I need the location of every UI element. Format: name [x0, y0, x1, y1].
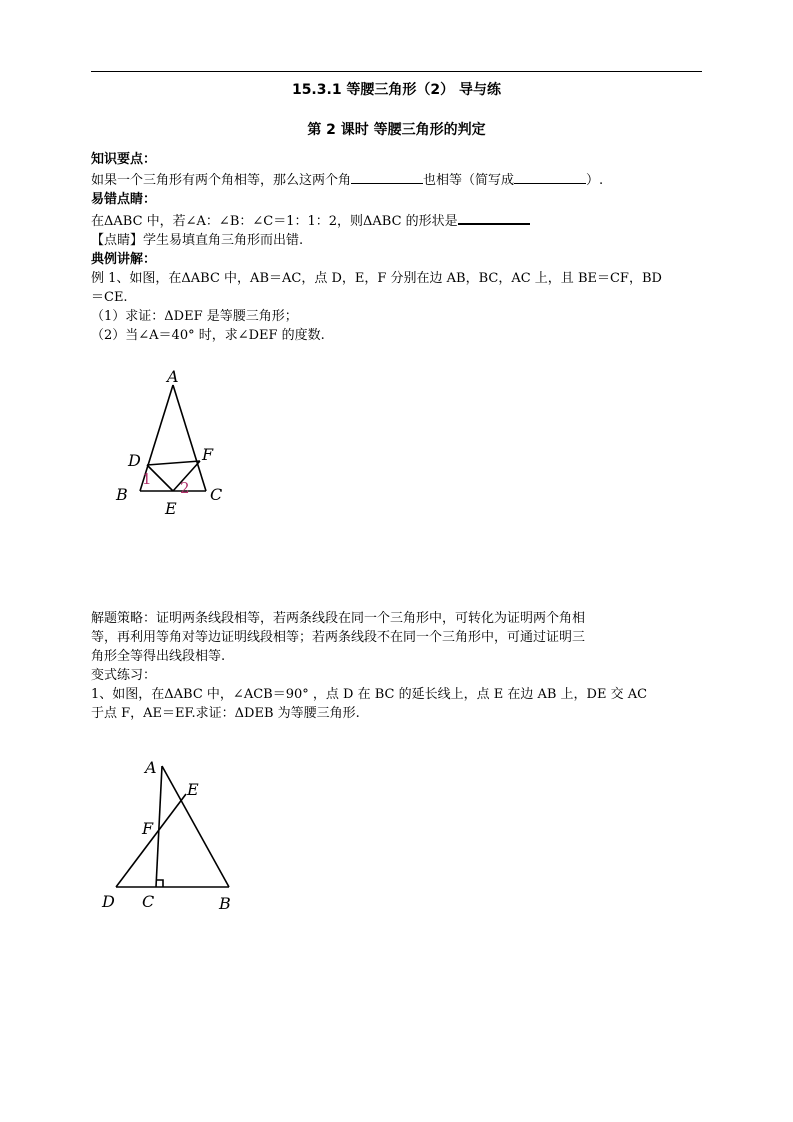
fig1-label-a: A [167, 367, 179, 386]
fig1-angle-2: 2 [180, 479, 190, 497]
mistakes-heading: 易错点睛： [91, 192, 157, 207]
example1-part1: （1）求证：ΔDEF 是等腰三角形； [91, 309, 298, 324]
fig1-label-d: D [128, 451, 141, 470]
fig2-label-b: B [219, 894, 231, 913]
header-rule [91, 71, 702, 72]
fig1-label-b: B [116, 485, 128, 504]
fig1-label-c: C [210, 485, 223, 504]
knowledge-blank-1[interactable] [351, 169, 423, 184]
knowledge-text-b: 也相等（简写成 [423, 173, 515, 188]
page-title: 15.3.1 等腰三角形（2） 导与练 [291, 82, 502, 98]
mistakes-question [91, 209, 706, 231]
figure-practice1 [98, 752, 248, 917]
strategy-line3: 角形全等得出线段相等. [91, 649, 226, 664]
strategy-line1: 解题策略：证明两条线段相等，若两条线段在同一个三角形中，可转化为证明两个角相 [91, 611, 586, 626]
fig2-label-e: E [187, 780, 199, 799]
knowledge-text-c: ）. [586, 173, 604, 188]
mistakes-tip: 【点睛】学生易填直角三角形而出错. [91, 233, 304, 248]
strategy-and-practice [91, 609, 706, 723]
figure-example1 [110, 362, 240, 522]
knowledge-blank-2[interactable] [514, 169, 586, 184]
knowledge-statement [91, 169, 706, 190]
strategy-line2: 等，再利用等角对等边证明线段相等；若两条线段不在同一个三角形中，可通过证明三 [91, 630, 586, 645]
knowledge-text-a: 如果一个三角形有两个角相等，那么这两个角 [91, 173, 352, 188]
practice-line2: 于点 F，AE＝EF.求证：ΔDEB 为等腰三角形. [91, 706, 360, 721]
fig2-label-c: C [142, 892, 155, 911]
mistakes-question-text: 在ΔABC 中，若∠A：∠B：∠C＝1：1：2，则ΔABC 的形状是 [91, 214, 458, 229]
fig1-label-e: E [165, 499, 177, 518]
example1-line2: ＝CE. [91, 290, 128, 305]
fig2-label-f: F [142, 819, 154, 838]
fig1-angle-1: 1 [142, 470, 152, 488]
fig2-label-d: D [102, 892, 115, 911]
example1-part2: （2）当∠A＝40° 时，求∠DEF 的度数. [91, 328, 325, 343]
examples-heading: 典例讲解： [91, 252, 157, 267]
fig1-label-f: F [202, 445, 214, 464]
practice-line1: 1、如图，在ΔABC 中，∠ACB＝90° ，点 D 在 BC 的延长线上，点 E 在边 AB 上，DE 交 AC [91, 687, 648, 702]
practice-heading: 变式练习： [91, 668, 157, 683]
knowledge-heading: 知识要点： [91, 152, 157, 167]
worksheet-body [91, 150, 706, 345]
example1-line1: 例 1、如图，在ΔABC 中，AB＝AC，点 D，E，F 分别在边 AB，BC，AC 上，且 BE＝CF，BD [91, 271, 662, 286]
lesson-subtitle: 第 2 课时 等腰三角形的判定 [307, 122, 486, 138]
mistakes-blank[interactable] [458, 209, 530, 225]
fig2-label-a: A [145, 758, 157, 777]
